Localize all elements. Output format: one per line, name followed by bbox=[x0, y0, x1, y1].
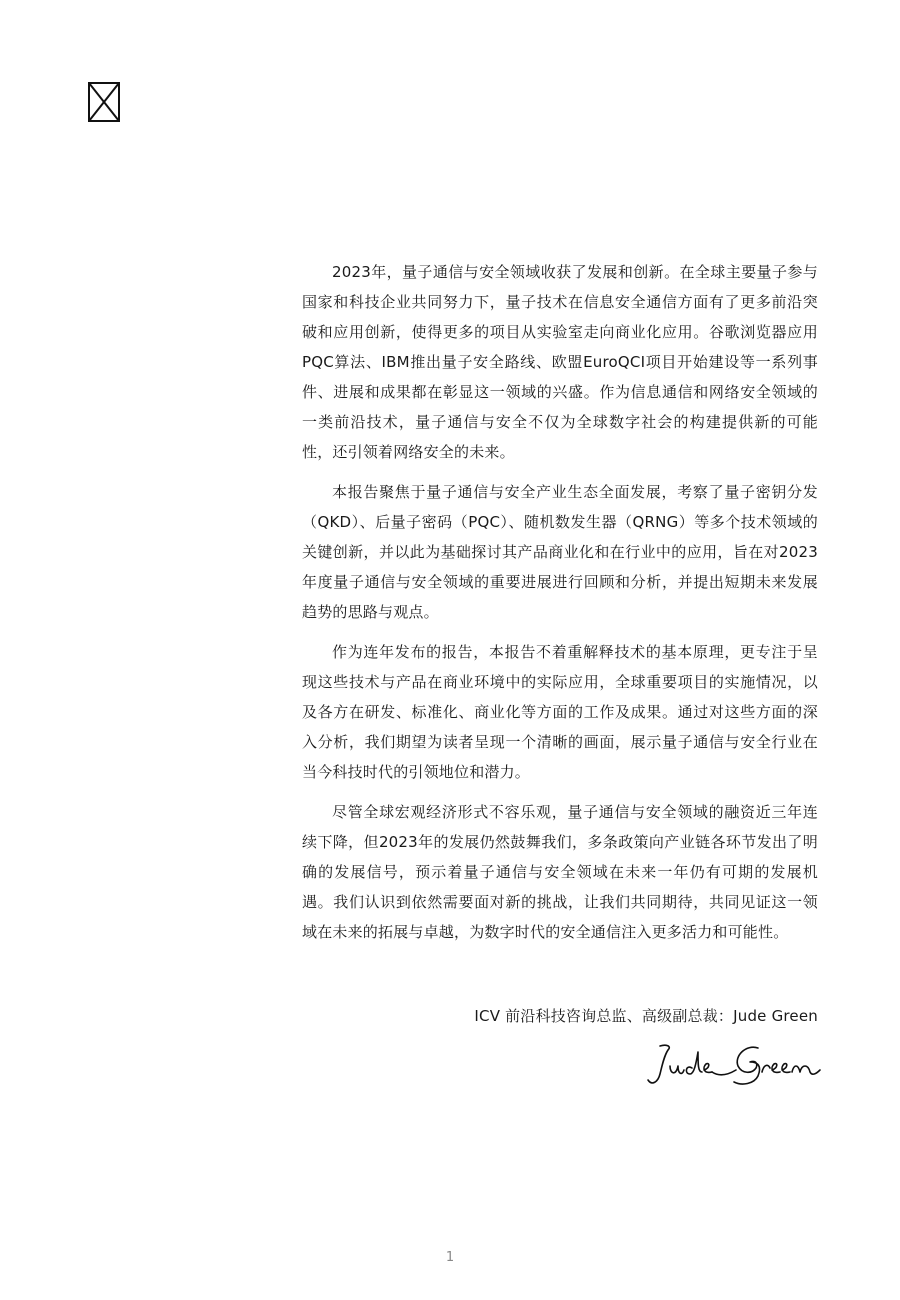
paragraph-2: 本报告聚焦于量子通信与安全产业生态全面发展，考察了量子密钥分发（QKD）、后量子密码（PQC）、随机数发生器（QRNG）等多个技术领域的关键创新，并以此为基础探讨其产品商业化和在行业中的应用，旨在对2023年度量子通信与安全领域的重要进展进行回顾和分析，并提出短期未来发展趋势的思路与观点。 bbox=[302, 483, 818, 621]
paragraph-1: 2023年，量子通信与安全领域收获了发展和创新。在全球主要量子参与国家和科技企业共同努力下，量子技术在信息安全通信方面有了更多前沿突破和应用创新，使得更多的项目从实验室走向商业化应用。谷歌浏览器应用PQC算法、IBM推出量子安全路线、欧盟EuroQCI项目开始建设等一系列事件、进展和成果都在彰显这一领域的兴盛。作为信息通信和网络安全领域的一类前沿技术，量子通信与安全不仅为全球数字社会的构建提供新的可能性，还引领着网络安全的未来。 bbox=[302, 263, 818, 461]
broken-image-icon bbox=[88, 82, 120, 122]
foreword-body bbox=[302, 257, 818, 957]
handwritten-signature bbox=[646, 1042, 822, 1092]
paragraph-3: 作为连年发布的报告，本报告不着重解释技术的基本原理，更专注于呈现这些技术与产品在商业环境中的实际应用，全球重要项目的实施情况，以及各方在研发、标准化、商业化等方面的工作及成果。通过对这些方面的深入分析，我们期望为读者呈现一个清晰的画面，展示量子通信与安全行业在当今科技时代的引领地位和潜力。 bbox=[302, 643, 818, 781]
paragraph-4: 尽管全球宏观经济形式不容乐观，量子通信与安全领域的融资近三年连续下降，但2023年的发展仍然鼓舞我们，多条政策向产业链各环节发出了明确的发展信号，预示着量子通信与安全领域在未来一年仍有可期的发展机遇。我们认识到依然需要面对新的挑战，让我们共同期待，共同见证这一领域在未来的拓展与卓越，为数字时代的安全通信注入更多活力和可能性。 bbox=[302, 803, 818, 941]
page-number: 1 bbox=[445, 1250, 455, 1265]
author-title: ICV 前沿科技咨询总监、高级副总裁：Jude Green bbox=[474, 1007, 818, 1025]
